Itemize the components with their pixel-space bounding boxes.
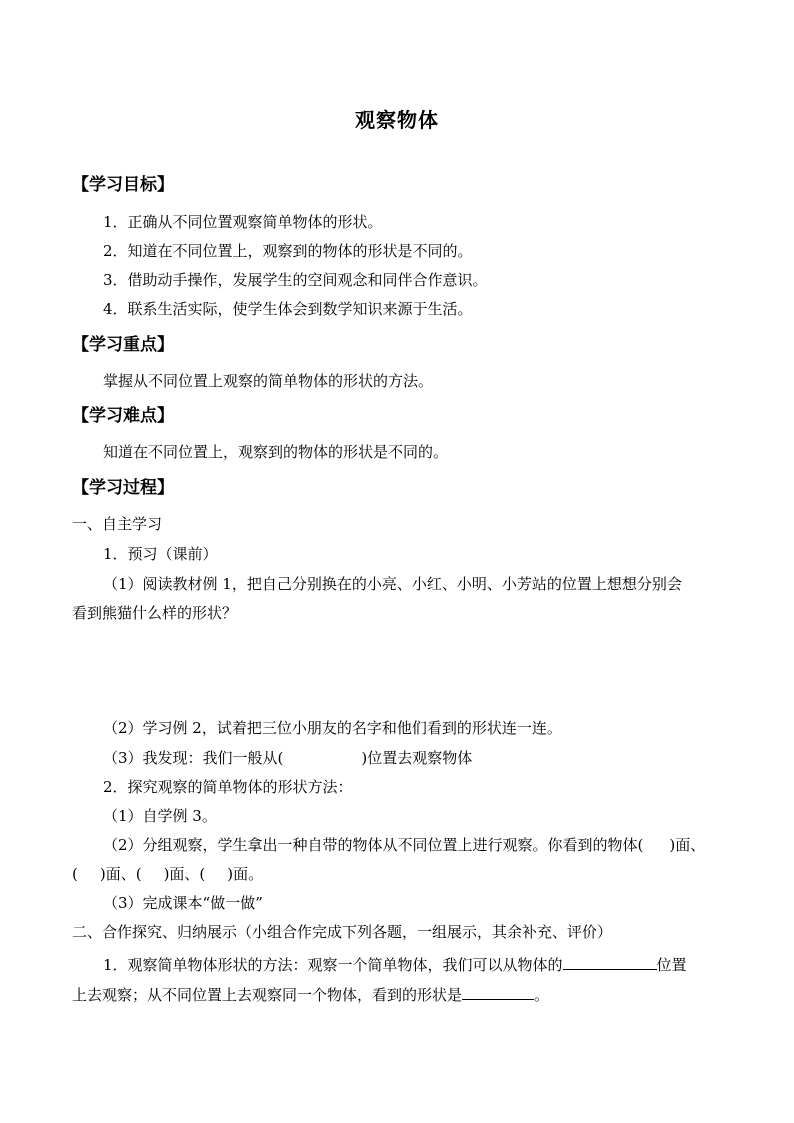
question-1-line-1: （1）阅读教材例 1，把自己分别换在的小亮、小红、小明、小芳站的位置上想想分别会	[103, 575, 682, 593]
question-3-prefix: （3）我发现：我们一般从(	[103, 749, 284, 767]
key-points-text: 掌握从不同位置上观察的简单物体的形状的方法。	[103, 372, 434, 390]
item1-preview: 1．预习（课前）	[103, 545, 218, 563]
item2-q2-end-d: )面。	[227, 865, 264, 883]
part2-item1-blank-2[interactable]	[462, 983, 534, 1000]
part2-item-1-line-1	[103, 953, 687, 975]
part2-item1-suffix: 位置	[656, 956, 687, 974]
goal-item-4: 4．联系生活实际，使学生体会到数学知识来源于生活。	[103, 300, 473, 318]
item2-q2-open-a: (	[72, 865, 78, 883]
item2-question-2-line-2	[72, 864, 263, 884]
part2-item1-line2-prefix: 上去观察；从不同位置上去观察同一个物体，看到的形状是	[72, 986, 463, 1004]
item2-q2-prefix: （2）分组观察，学生拿出一种自带的物体从不同位置上进行观察。你看到的物体(	[103, 836, 644, 854]
part2-title: 二、合作探究、归纳展示（小组合作完成下列各题，一组展示，其余补充、评价）	[72, 923, 613, 941]
part2-item1-prefix: 1．观察简单物体形状的方法：观察一个简单物体，我们可以从物体的	[103, 956, 563, 974]
process-heading: 【学习过程】	[72, 478, 174, 498]
item2-q2-mid-b: )面、(	[99, 865, 142, 883]
goal-item-1: 1．正确从不同位置观察简单物体的形状。	[103, 213, 383, 231]
key-points-heading: 【学习重点】	[72, 335, 174, 355]
item2-question-1: （1）自学例 3。	[103, 807, 217, 825]
part2-item1-line2-suffix: 。	[534, 986, 550, 1004]
item2-question-2-line-1	[103, 835, 705, 855]
question-3	[103, 748, 472, 768]
question-3-suffix: )位置去观察物体	[361, 749, 473, 767]
item2-q2-suffix: )面、	[669, 836, 706, 854]
question-2: （2）学习例 2，试着把三位小朋友的名字和他们看到的形状连一连。	[103, 719, 562, 737]
part2-item1-blank-1[interactable]	[563, 953, 657, 970]
goal-item-3: 3．借助动手操作，发展学生的空间观念和同伴合作意识。	[103, 271, 488, 289]
item2-q2-mid-c: )面、(	[163, 865, 206, 883]
question-1-line-2: 看到熊猫什么样的形状？	[72, 604, 238, 622]
part1-title: 一、自主学习	[72, 515, 163, 533]
part2-item-1-line-2	[72, 983, 549, 1005]
goals-heading: 【学习目标】	[72, 175, 174, 195]
goal-item-2: 2．知道在不同位置上，观察到的物体的形状是不同的。	[103, 242, 473, 260]
difficulty-text: 知道在不同位置上，观察到的物体的形状是不同的。	[103, 443, 449, 461]
difficulty-heading: 【学习难点】	[72, 406, 174, 426]
item2-question-3: （3）完成课本“做一做”	[103, 894, 263, 912]
page-title: 观察物体	[355, 108, 439, 132]
item2-explore: 2．探究观察的简单物体的形状方法：	[103, 778, 353, 796]
